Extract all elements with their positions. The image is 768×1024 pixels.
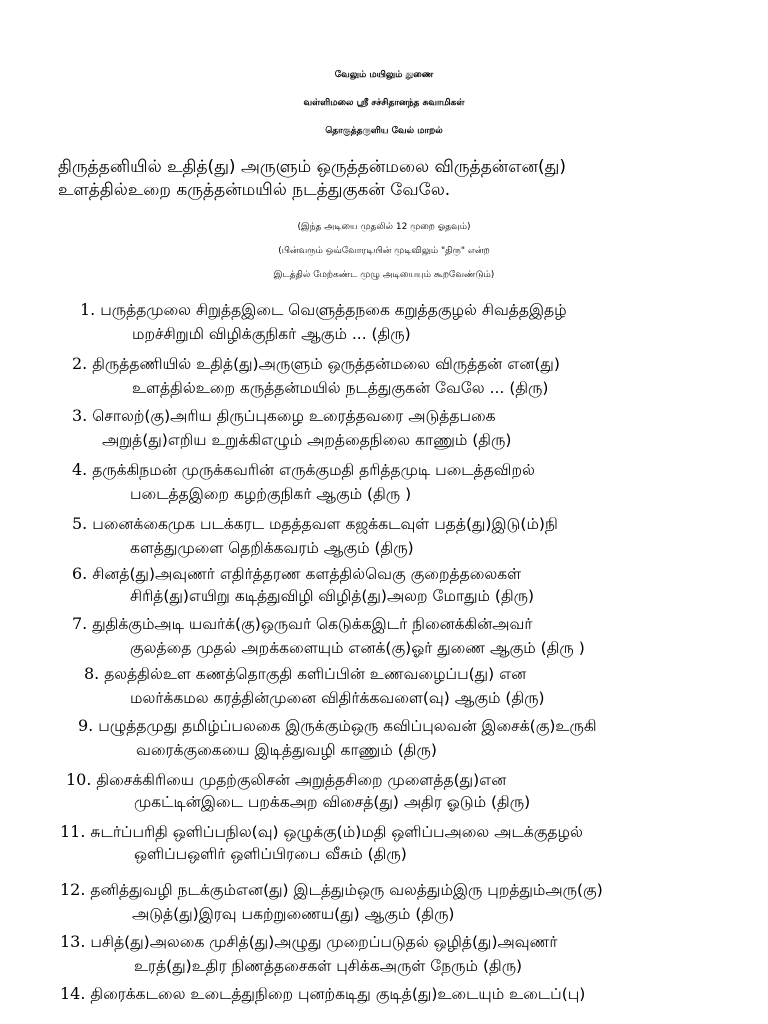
verse-line-2: மறச்சிறுமி விழிக்குநிகர் ஆகும் ... (திரு) (132, 325, 411, 343)
verse-text-1: பசித்(து)அலகை முசித்(து)அழுது முறைப்படுதல் ஒழித்(து)அவுணர் (90, 933, 558, 951)
verse-number: 14. (60, 984, 86, 1003)
verse-line-1 (66, 770, 506, 790)
verse-number: 12. (60, 880, 86, 899)
header-line-2: வள்ளிமலை ஸ்ரீ சச்சிதானந்த சுவாமிகள் (303, 98, 465, 108)
intro-line-2: உளத்தில்உறை கருத்தன்மயில் நடத்துகுகன் வேலே. (58, 180, 451, 200)
verse-line-1 (72, 614, 532, 634)
verse-line-1 (72, 406, 496, 426)
verse-text-1: சொலற்(கு)அரிய திருப்புகழை உரைத்தவரை அடுத்தபகை (92, 407, 496, 425)
verse-line-1 (80, 300, 567, 320)
verse-line-1 (60, 984, 585, 1004)
verse-line-1 (72, 514, 558, 534)
verse-line-1 (60, 932, 557, 952)
verse-text-1: திசைக்கிரியை முதற்குலிசன் அறுத்தசிறை முளைத்த(து)என (96, 771, 507, 789)
verse-text-1: பனைக்கைமுக படக்கரட மதத்தவள கஜக்கடவுள் பதத்(து)இடு(ம்)நி (92, 515, 558, 533)
verse-number: 11. (60, 822, 86, 841)
instruction-line-3: இடத்தில் மேற்கண்ட முழு அடியையும் கூறவேண்டும்) (273, 270, 495, 280)
verse-line-1 (78, 716, 597, 736)
instruction-line-2: (பின்வரும் ஒவ்வோரடியின் முடிவிலும் "திரு" என்ற (278, 246, 490, 256)
verse-number: 5. (72, 514, 88, 533)
verse-text-1: தருக்கிநமன் முருக்கவரின் எருக்குமதி தரித்தமுடி படைத்தவிறல் (92, 461, 535, 479)
verse-line-2: உரத்(து)உதிர நிணத்தசைகள் புசிக்கஅருள் நேரும் (திரு) (134, 957, 523, 975)
verse-text-1: பழுத்தமுது தமிழ்ப்பலகை இருக்கும்ஒரு கவிப்புலவன் இசைக்(கு)உருகி (98, 717, 597, 735)
verse-text-1: தனித்துவழி நடக்கும்என(து) இடத்தும்ஒரு வலத்தும்இரு புறத்தும்அரு(கு) (90, 881, 603, 899)
verse-line-2: படைத்தஇறை கழற்குநிகர் ஆகும் (திரு ) (130, 485, 412, 503)
verse-number: 6. (72, 564, 88, 583)
verse-number: 2. (72, 354, 88, 373)
verse-line-2: அறுத்(து)எறிய உறுக்கிஎழும் அறத்தைநிலை காணும் (திரு) (102, 431, 512, 449)
intro-line-1: திருத்தனியில் உதித்(து) அருளும் ஒருத்தன்மலை விருத்தன்என(து) (58, 157, 567, 177)
header-line-3: தொகுத்தருளிய வேல் மாறல் (325, 126, 443, 136)
verse-line-2: குலத்தை முதல் அறக்களையும் எனக்(கு)ஓர் துணை ஆகும் (திரு ) (130, 639, 585, 657)
verse-number: 9. (78, 716, 94, 735)
verse-line-1 (60, 822, 583, 842)
verse-text-1: தலத்தில்உள கணத்தொகுதி களிப்பின் உணவழைப்ப(து) என (104, 665, 527, 683)
verse-number: 4. (72, 460, 88, 479)
verse-line-2: முகட்டின்இடை பறக்கஅற விசைத்(து) அதிர ஓடும் (திரு) (134, 793, 531, 811)
verse-line-1 (84, 664, 526, 684)
verse-line-2: களத்துமுளை தெறிக்கவரம் ஆகும் (திரு) (130, 539, 414, 557)
verse-line-2: அடுத்(து)இரவு பகற்றுணைய(து) ஆகும் (திரு) (132, 905, 455, 923)
verse-line-1 (72, 564, 521, 584)
verse-line-2: ஒளிப்பஒளிர் ஒளிப்பிரபை வீசும் (திரு) (134, 845, 407, 863)
header-line-1: வேலும் மயிலும் துணை (334, 70, 434, 80)
verse-text-1: பருத்தமுலை சிறுத்தஇடை வெளுத்தநகை கறுத்தகுழல் சிவத்தஇதழ் (100, 301, 567, 319)
verse-text-1: சுடர்ப்பரிதி ஒளிப்பநில(வு) ஒழுக்கு(ம்)மதி ஒளிப்பஅலை அடக்குதழல் (90, 823, 583, 841)
verse-number: 13. (60, 932, 86, 951)
verse-number: 7. (72, 614, 88, 633)
verse-line-2: உளத்தில்உறை கருத்தன்மயில் நடத்துகுகன் வேலே ... (திரு) (132, 379, 549, 397)
verse-text-1: துதிக்கும்அடி யவர்க்(கு)ஒருவர் கெடுக்கஇடர் நினைக்கின்அவர் (92, 615, 533, 633)
verse-line-2: சிரித்(து)எயிறு கடித்துவிழி விழித்(து)அலற மோதும் (திரு) (130, 587, 535, 605)
verse-text-1: திரைக்கடலை உடைத்துநிறை புனற்கடிது குடித்(து)உடையும் உடைப்(பு) (90, 985, 586, 1003)
verse-text-1: சினத்(து)அவுணர் எதிர்த்தரண களத்தில்வெகு குறைத்தலைகள் (92, 565, 522, 583)
verse-line-1 (72, 460, 535, 480)
verse-number: 3. (72, 406, 88, 425)
verse-text-1: திருத்தணியில் உதித்(து)அருளும் ஒருத்தன்மலை விருத்தன் என(து) (92, 355, 560, 373)
verse-line-2: வரைக்குகையை இடித்துவழி காணும் (திரு) (136, 741, 437, 759)
instruction-line-1: (இந்த அடியை முதலில் 12 முறை ஓதவும்) (297, 222, 471, 232)
verse-line-2: மலர்க்கமல கரத்தின்முனை விதிர்க்கவளை(வு) ஆகும் (திரு) (130, 689, 545, 707)
verse-line-1 (72, 354, 560, 374)
verse-number: 1. (80, 300, 96, 319)
verse-line-1 (60, 880, 603, 900)
verse-number: 10. (66, 770, 92, 789)
verse-number: 8. (84, 664, 100, 683)
